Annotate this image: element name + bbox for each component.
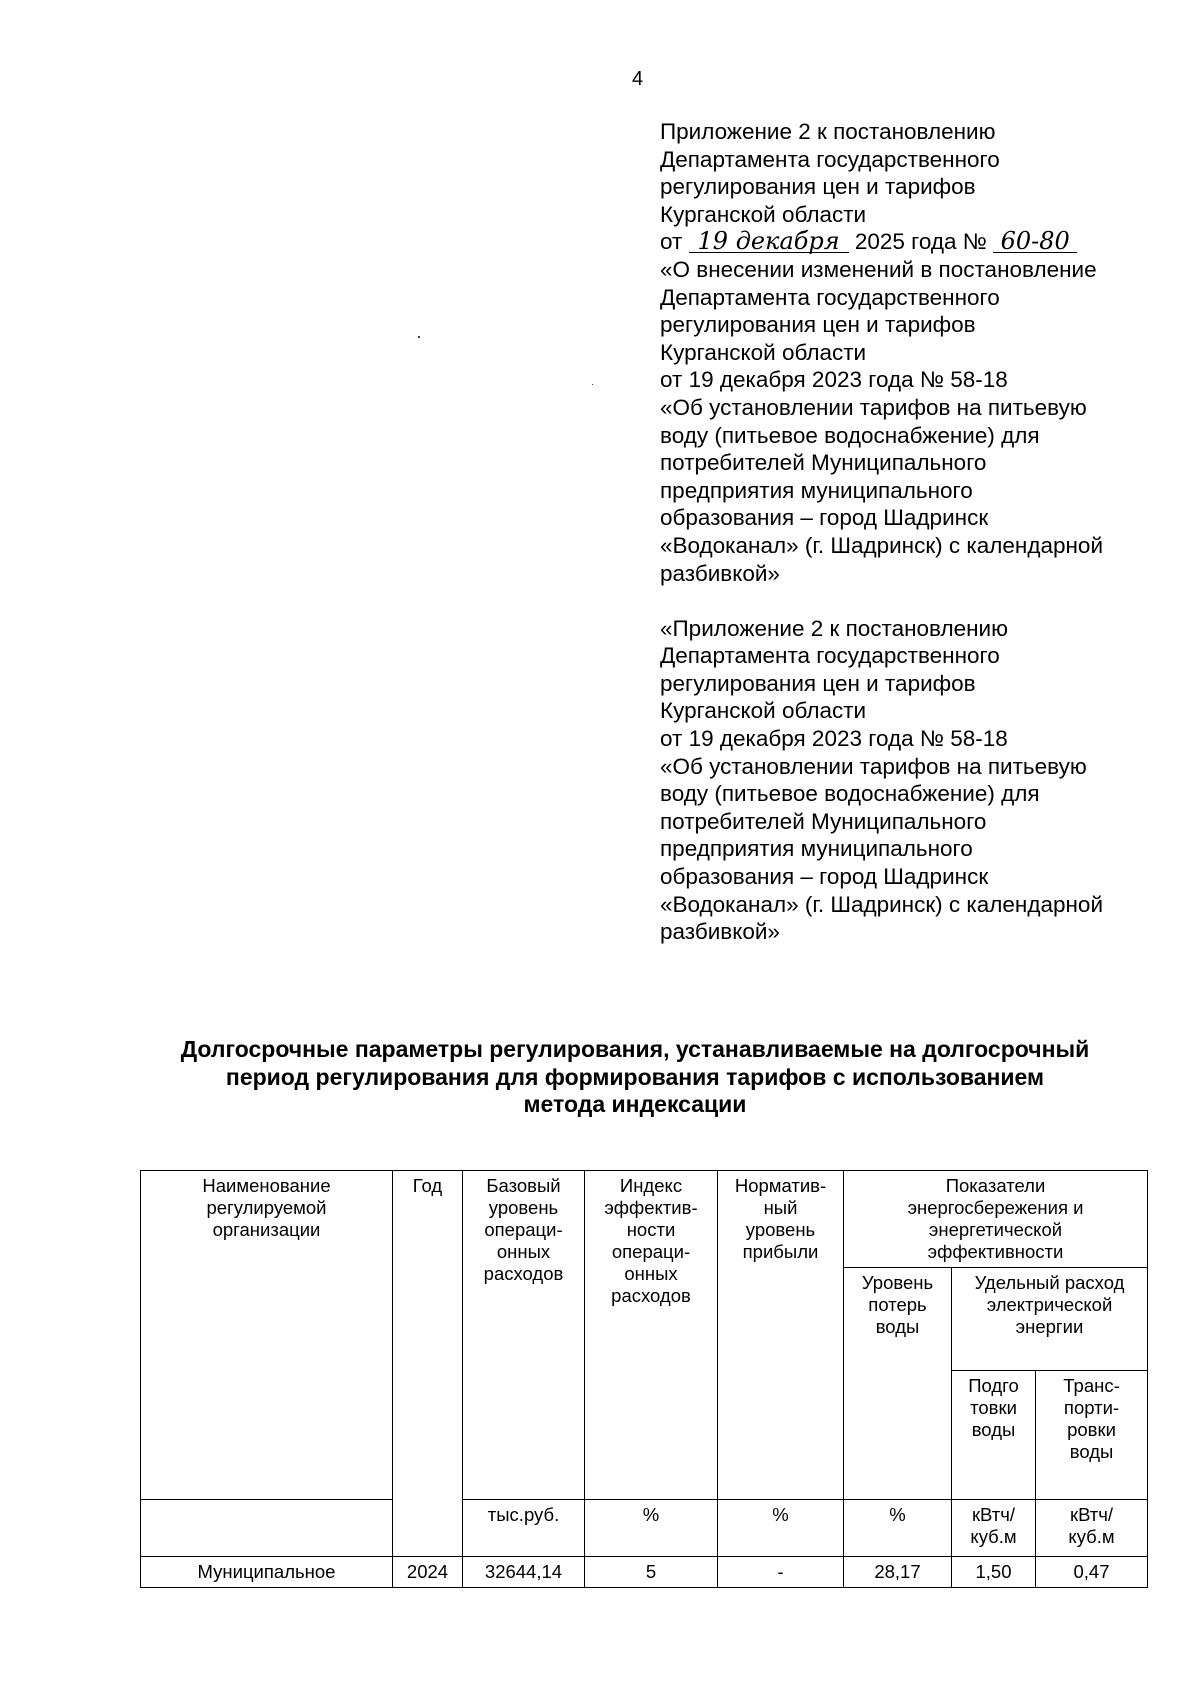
- title-line: период регулирования для формирования тарифов с использованием: [225, 1063, 1045, 1090]
- appendix-line: «О внесении изменений в постановление: [660, 256, 1097, 282]
- cell-index: 5: [585, 1557, 718, 1588]
- header-profit-level: Норматив- ный уровень прибыли: [718, 1171, 844, 1500]
- unit-profit: %: [718, 1500, 844, 1557]
- appendix-lines-before: [660, 118, 1180, 228]
- appendix-line: образования – город Шадринск: [660, 505, 989, 531]
- table-header-row: [141, 1171, 1148, 1268]
- appendix-line: разбивкой»: [660, 919, 780, 945]
- appendix-line: регулирования цен и тарифов: [660, 312, 976, 338]
- appendix-line: потребителей Муниципального: [660, 808, 987, 834]
- header-efficiency-index: Индекс эффектив- ности операци- онных расходов: [585, 1171, 718, 1500]
- appendix-line: предприятия муниципального: [660, 836, 973, 862]
- cell-base: 32644,14: [463, 1557, 585, 1588]
- cell-transport: 0,47: [1036, 1557, 1148, 1588]
- date-prefix: от: [660, 229, 683, 255]
- unit-losses: %: [844, 1500, 952, 1557]
- cell-year: 2024: [393, 1557, 463, 1588]
- appendix-date-line: [660, 228, 1180, 256]
- title-line: Долгосрочные параметры регулирования, устанавливаемые на долгосрочный: [180, 1036, 1090, 1062]
- header-org: Наименование регулируемой организации: [141, 1171, 393, 1500]
- header-water-losses: Уровень потерь воды: [844, 1268, 952, 1500]
- appendix-line: «Об установлении тарифов на питьевую: [660, 753, 1087, 779]
- appendix-line: от 19 декабря 2023 года № 58-18: [660, 726, 1008, 752]
- title-line: метода индексации: [523, 1091, 747, 1117]
- handwritten-number: 60-80: [993, 230, 1077, 253]
- scan-speck: [418, 336, 420, 338]
- appendix-line: предприятия муниципального: [660, 477, 973, 503]
- appendix-line: Приложение 2 к постановлению: [660, 119, 996, 144]
- header-water-preparation: Подго товки воды: [952, 1371, 1036, 1500]
- appendix-line: «Приложение 2 к постановлению: [660, 615, 1008, 641]
- appendix-line: «Об установлении тарифов на питьевую: [660, 394, 1087, 420]
- cell-org: Муниципальное: [141, 1557, 393, 1588]
- appendix-line: разбивкой»: [660, 560, 780, 586]
- unit-org: [141, 1500, 393, 1557]
- unit-prep: кВтч/ куб.м: [952, 1500, 1036, 1557]
- spacer: [660, 587, 1180, 615]
- page-number: 4: [632, 68, 644, 90]
- handwritten-date: 19 декабря: [689, 230, 849, 253]
- appendix-line: воду (питьевое водоснабжение) для: [660, 422, 1040, 448]
- header-specific-consumption: Удельный расход электрической энергии: [952, 1268, 1148, 1371]
- cell-prep: 1,50: [952, 1557, 1036, 1588]
- date-suffix: 2025 года №: [854, 229, 987, 255]
- appendix-line: образования – город Шадринск: [660, 864, 989, 890]
- appendix-line: Департамента государственного: [660, 146, 1000, 172]
- appendix-line: регулирования цен и тарифов: [660, 670, 976, 696]
- parameters-table: [140, 1170, 1148, 1588]
- cell-profit: -: [718, 1557, 844, 1588]
- table-units-row: [141, 1500, 1148, 1557]
- document-title: [140, 1036, 1130, 1119]
- unit-base: тыс.руб.: [463, 1500, 585, 1557]
- unit-index: %: [585, 1500, 718, 1557]
- appendix-lines-after: [660, 256, 1180, 587]
- appendix-line: Департамента государственного: [660, 643, 1000, 669]
- scan-speck: [592, 384, 593, 385]
- header-base-cost: Базовый уровень операци- онных расходов: [463, 1171, 585, 1500]
- appendix-line: Департамента государственного: [660, 284, 1000, 310]
- header-water-transport: Транс- порти- ровки воды: [1036, 1371, 1148, 1500]
- appendix-line: регулирования цен и тарифов: [660, 174, 976, 200]
- appendix-line: от 19 декабря 2023 года № 58-18: [660, 367, 1008, 393]
- header-energy-indicators: Показатели энергосбережения и энергетической эффективности: [844, 1171, 1148, 1268]
- appendix-line: Курганской области: [660, 698, 867, 724]
- cell-losses: 28,17: [844, 1557, 952, 1588]
- appendix-line: «Водоканал» (г. Шадринск) с календарной: [660, 891, 1104, 917]
- appendix-header: [660, 118, 1180, 946]
- appendix-line: воду (питьевое водоснабжение) для: [660, 781, 1040, 807]
- header-year: Год: [393, 1171, 463, 1557]
- appendix-line: потребителей Муниципального: [660, 450, 987, 476]
- appendix-line: «Водоканал» (г. Шадринск) с календарной: [660, 532, 1104, 558]
- appendix-second-block: [660, 615, 1180, 946]
- appendix-line: Курганской области: [660, 201, 867, 227]
- table-row: [141, 1557, 1148, 1588]
- unit-transport: кВтч/ куб.м: [1036, 1500, 1148, 1557]
- appendix-line: Курганской области: [660, 339, 867, 365]
